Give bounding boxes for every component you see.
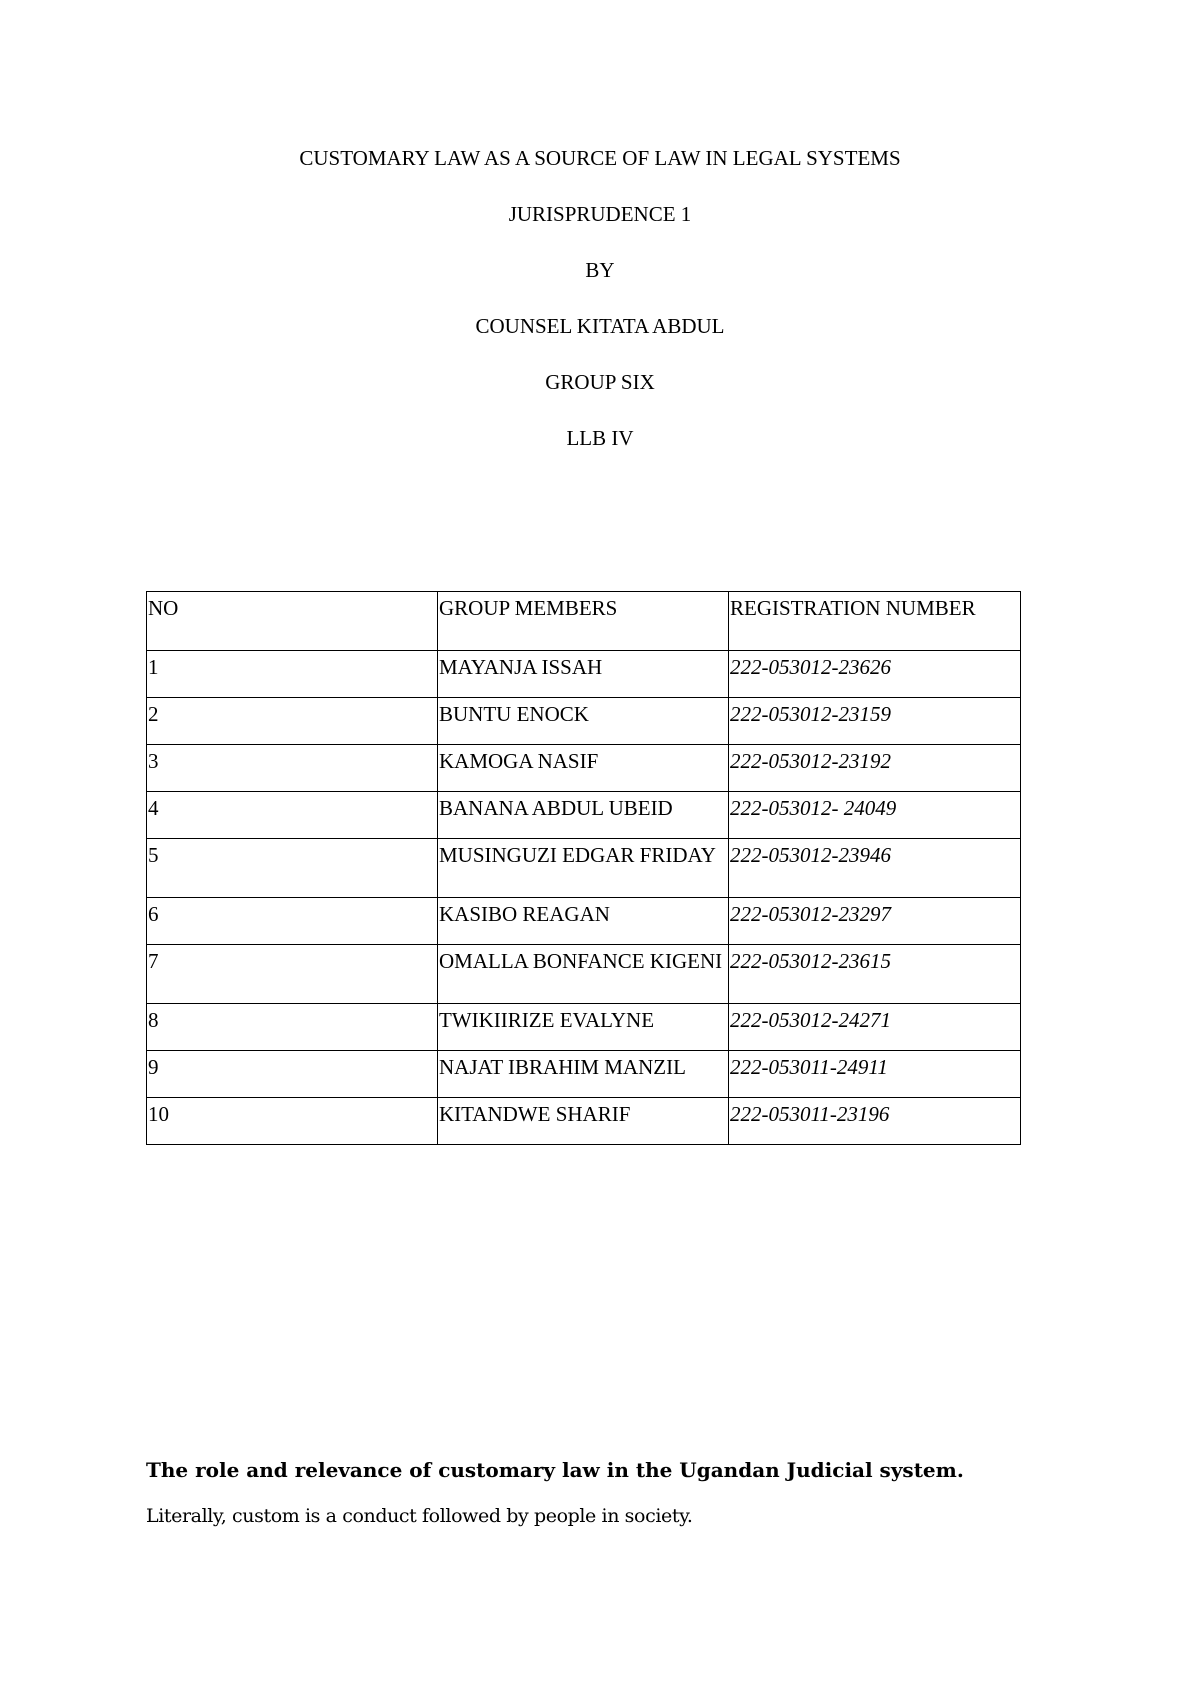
- group-name: GROUP SIX: [545, 370, 655, 394]
- section-heading: The role and relevance of customary law in the Ugandan Judicial system.: [146, 1458, 964, 1482]
- course-name: JURISPRUDENCE 1: [508, 202, 692, 226]
- member-name: BUNTU ENOCK: [438, 698, 729, 745]
- document-title: CUSTOMARY LAW AS A SOURCE OF LAW IN LEGAL SYSTEMS: [299, 146, 901, 170]
- member-name: NAJAT IBRAHIM MANZIL: [438, 1051, 729, 1098]
- member-name: BANANA ABDUL UBEID: [438, 792, 729, 839]
- registration-number: 222-053011-23196: [729, 1098, 1021, 1145]
- header-no: NO: [147, 592, 438, 651]
- member-name: KASIBO REAGAN: [438, 898, 729, 945]
- table-row: [147, 898, 1021, 945]
- header-group-members: GROUP MEMBERS: [438, 592, 729, 651]
- body-paragraph: Literally, custom is a conduct followed by people in society.: [146, 1505, 693, 1527]
- row-number: 5: [147, 839, 438, 898]
- row-number: 2: [147, 698, 438, 745]
- cover-title-block: [0, 144, 1200, 480]
- row-number: 4: [147, 792, 438, 839]
- registration-number: 222-053012-23626: [729, 651, 1021, 698]
- registration-number: 222-053012-23159: [729, 698, 1021, 745]
- registration-number: 222-053012-23946: [729, 839, 1021, 898]
- header-registration-number: REGISTRATION NUMBER: [729, 592, 1021, 651]
- registration-number: 222-053012-23297: [729, 898, 1021, 945]
- row-number: 10: [147, 1098, 438, 1145]
- member-name: KITANDWE SHARIF: [438, 1098, 729, 1145]
- program-year: LLB IV: [566, 426, 634, 450]
- table-row: [147, 745, 1021, 792]
- table-row: [147, 945, 1021, 1004]
- table-row: [147, 839, 1021, 898]
- table-header-row: [147, 592, 1021, 651]
- table-row: [147, 651, 1021, 698]
- member-name: MAYANJA ISSAH: [438, 651, 729, 698]
- registration-number: 222-053012- 24049: [729, 792, 1021, 839]
- group-members-table: [146, 591, 1021, 1145]
- registration-number: 222-053012-23192: [729, 745, 1021, 792]
- row-number: 6: [147, 898, 438, 945]
- registration-number: 222-053012-23615: [729, 945, 1021, 1004]
- table-row: [147, 1098, 1021, 1145]
- registration-number: 222-053012-24271: [729, 1004, 1021, 1051]
- table-row: [147, 792, 1021, 839]
- registration-number: 222-053011-24911: [729, 1051, 1021, 1098]
- member-name: TWIKIIRIZE EVALYNE: [438, 1004, 729, 1051]
- member-name: MUSINGUZI EDGAR FRIDAY: [438, 839, 729, 898]
- row-number: 8: [147, 1004, 438, 1051]
- row-number: 1: [147, 651, 438, 698]
- row-number: 9: [147, 1051, 438, 1098]
- table-row: [147, 1004, 1021, 1051]
- row-number: 3: [147, 745, 438, 792]
- table-row: [147, 698, 1021, 745]
- member-name: KAMOGA NASIF: [438, 745, 729, 792]
- lecturer-name: COUNSEL KITATA ABDUL: [475, 314, 725, 338]
- row-number: 7: [147, 945, 438, 1004]
- member-name: OMALLA BONFANCE KIGENI: [438, 945, 729, 1004]
- by-line: BY: [585, 258, 615, 282]
- table-row: [147, 1051, 1021, 1098]
